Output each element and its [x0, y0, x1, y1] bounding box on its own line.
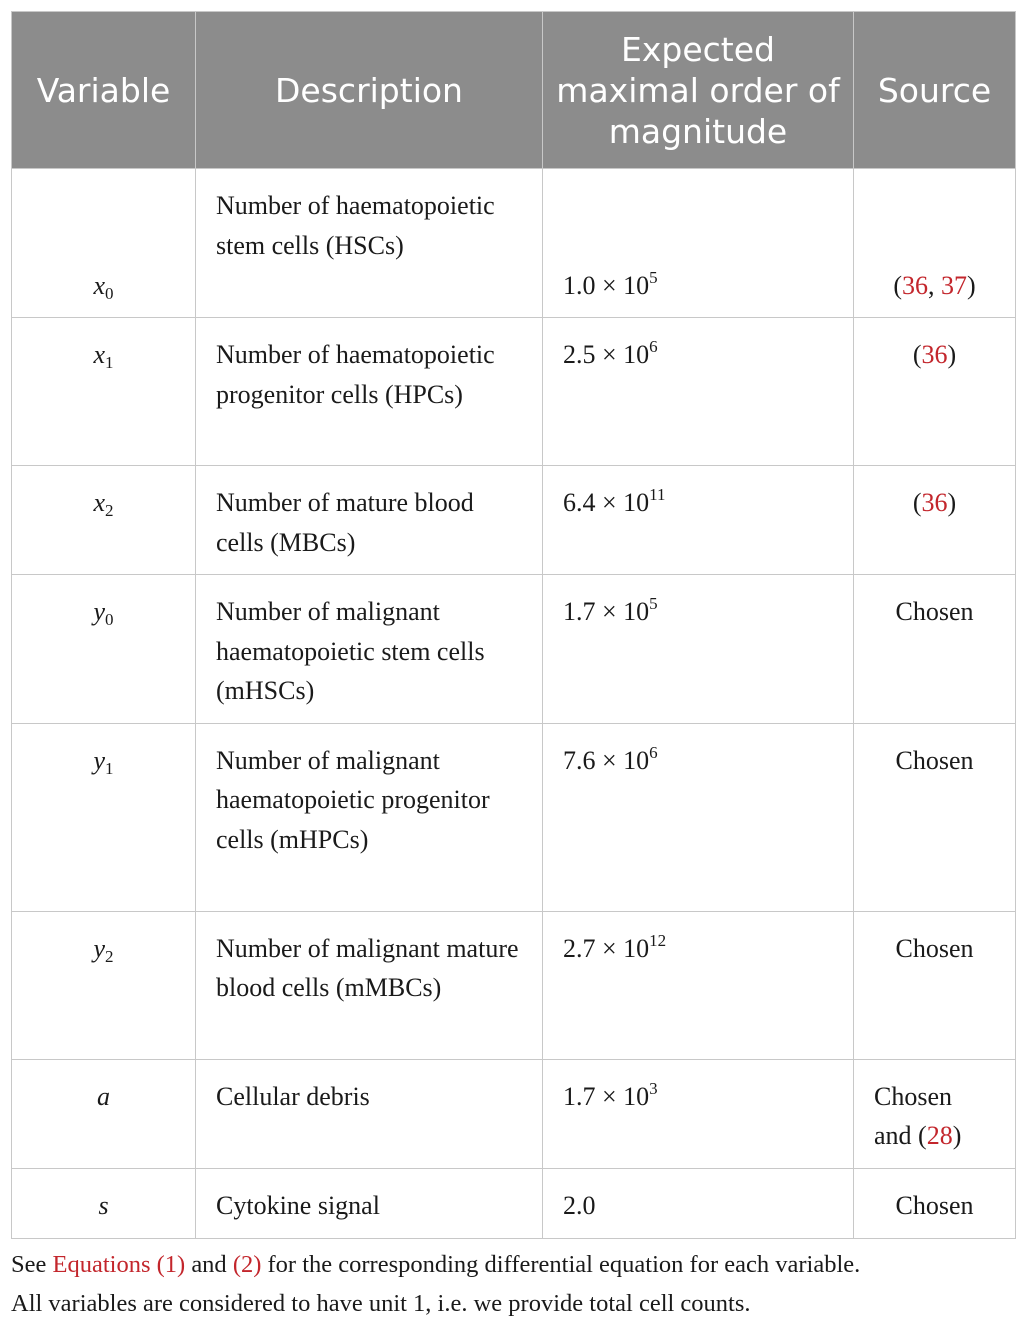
description-cell: Cytokine signal — [196, 1168, 543, 1238]
magnitude-cell — [543, 466, 854, 575]
header-description: Description — [196, 12, 543, 169]
footnote-line-1 — [11, 1245, 1015, 1284]
magnitude-base: 10 — [623, 270, 650, 300]
magnitude-mantissa: 2.7 — [563, 933, 596, 963]
variable-symbol: a — [97, 1081, 110, 1111]
magnitude-cell — [543, 1059, 854, 1168]
variables-table — [11, 11, 1016, 1239]
magnitude-exponent: 11 — [649, 485, 666, 504]
source-cell: Chosen — [854, 575, 1016, 724]
description-cell: Number of mature blood cells (MBCs) — [196, 466, 543, 575]
variable-cell — [12, 1059, 196, 1168]
variable-cell — [12, 575, 196, 724]
description-cell: Number of haematopoietic stem cells (HSCs) — [196, 169, 543, 318]
footnote-see: See — [11, 1251, 47, 1278]
variable-symbol: y — [93, 745, 106, 775]
variable-subscript: 2 — [105, 501, 114, 520]
magnitude-base: 10 — [623, 933, 650, 963]
header-source: Source — [854, 12, 1016, 169]
source-paren-close: ) — [952, 1121, 962, 1150]
variable-cell — [12, 169, 196, 318]
variable-symbol: s — [98, 1190, 109, 1220]
times-sign: × — [602, 270, 617, 300]
table-row — [12, 318, 1016, 466]
magnitude-exponent: 3 — [649, 1078, 658, 1098]
description-cell: Cellular debris — [196, 1059, 543, 1168]
times-sign: × — [602, 597, 617, 626]
source-paren-close: ) — [947, 488, 957, 517]
variable-cell — [12, 723, 196, 911]
magnitude-cell — [543, 169, 854, 318]
variable-symbol: y — [93, 933, 106, 963]
times-sign: × — [602, 340, 617, 369]
source-paren-close: ) — [967, 270, 976, 300]
variable-subscript: 1 — [105, 353, 114, 372]
source-cell — [854, 169, 1016, 318]
description-cell: Number of malignant haematopoietic progenitor cells (mHPCs) — [196, 723, 543, 911]
magnitude-cell: 2.0 — [543, 1168, 854, 1238]
equation-2-link[interactable]: (2) — [232, 1251, 262, 1278]
variable-symbol: x — [93, 270, 106, 300]
description-cell: Number of haematopoietic progenitor cells (HPCs) — [196, 318, 543, 466]
footnote-rest: for the corresponding differential equation for each variable. — [267, 1251, 861, 1278]
source-paren-open: ( — [893, 270, 902, 300]
magnitude-base: 10 — [623, 340, 650, 369]
header-row — [12, 12, 1016, 169]
reference-link[interactable]: 36 — [921, 340, 948, 369]
table-row — [12, 466, 1016, 575]
variable-subscript: 0 — [105, 610, 114, 629]
source-cell: Chosen — [854, 911, 1016, 1059]
magnitude-base: 10 — [623, 488, 650, 517]
magnitude-cell — [543, 911, 854, 1059]
header-variable: Variable — [12, 12, 196, 169]
magnitude-base: 10 — [623, 597, 650, 626]
source-paren-close: ) — [947, 340, 957, 369]
table-row — [12, 911, 1016, 1059]
footnote-line-2: All variables are considered to have unit 1, i.e. we provide total cell counts. — [11, 1290, 751, 1317]
magnitude-mantissa: 7.6 — [563, 745, 596, 775]
variable-symbol: x — [93, 488, 106, 517]
table-row — [12, 1059, 1016, 1168]
magnitude-mantissa: 6.4 — [563, 488, 596, 517]
magnitude-cell — [543, 723, 854, 911]
reference-link[interactable]: 37 — [941, 270, 967, 300]
table-row — [12, 1168, 1016, 1238]
variable-cell — [12, 1168, 196, 1238]
magnitude-cell — [543, 575, 854, 724]
magnitude-mantissa: 1.7 — [563, 1081, 596, 1111]
variable-cell — [12, 466, 196, 575]
reference-link[interactable]: 28 — [926, 1121, 953, 1150]
reference-link[interactable]: 36 — [921, 488, 948, 517]
source-cell — [854, 1059, 1016, 1168]
source-paren-open: ( — [912, 340, 922, 369]
magnitude-base: 10 — [623, 745, 650, 775]
times-sign: × — [602, 488, 617, 517]
times-sign: × — [602, 745, 617, 775]
magnitude-cell — [543, 318, 854, 466]
variable-symbol: y — [93, 597, 106, 626]
reference-link[interactable]: 36 — [902, 270, 928, 300]
footnote-and: and — [191, 1251, 227, 1278]
source-paren-open: ( — [912, 488, 922, 517]
variable-cell — [12, 911, 196, 1059]
source-text: Chosen and — [874, 1081, 952, 1150]
description-cell: Number of malignant mature blood cells (mMBCs) — [196, 911, 543, 1059]
magnitude-exponent: 6 — [649, 337, 658, 356]
variable-symbol: x — [93, 340, 106, 369]
source-cell — [854, 318, 1016, 466]
source-cell: Chosen — [854, 723, 1016, 911]
source-cell — [854, 466, 1016, 575]
magnitude-exponent: 5 — [649, 594, 658, 613]
magnitude-exponent: 12 — [649, 930, 667, 950]
description-cell: Number of malignant haematopoietic stem cells (mHSCs) — [196, 575, 543, 724]
source-paren-open: ( — [918, 1121, 927, 1150]
equations-link[interactable]: Equations (1) — [52, 1251, 186, 1278]
header-magnitude: Expected maximal order of magnitude — [543, 12, 854, 169]
variable-cell — [12, 318, 196, 466]
magnitude-mantissa: 1.0 — [563, 270, 596, 300]
source-separator: , — [928, 270, 941, 300]
magnitude-base: 10 — [623, 1081, 650, 1111]
times-sign: × — [602, 1081, 617, 1111]
magnitude-mantissa: 2.5 — [563, 340, 596, 369]
variable-subscript: 1 — [105, 758, 114, 778]
variable-subscript: 2 — [105, 946, 114, 966]
variable-subscript: 0 — [105, 283, 114, 303]
magnitude-mantissa: 1.7 — [563, 597, 596, 626]
magnitude-exponent: 6 — [649, 742, 658, 762]
times-sign: × — [602, 933, 617, 963]
source-cell: Chosen — [854, 1168, 1016, 1238]
table-row — [12, 169, 1016, 318]
table-row — [12, 575, 1016, 724]
table-footnote — [11, 1245, 1015, 1323]
magnitude-exponent: 5 — [649, 267, 658, 287]
table-row — [12, 723, 1016, 911]
